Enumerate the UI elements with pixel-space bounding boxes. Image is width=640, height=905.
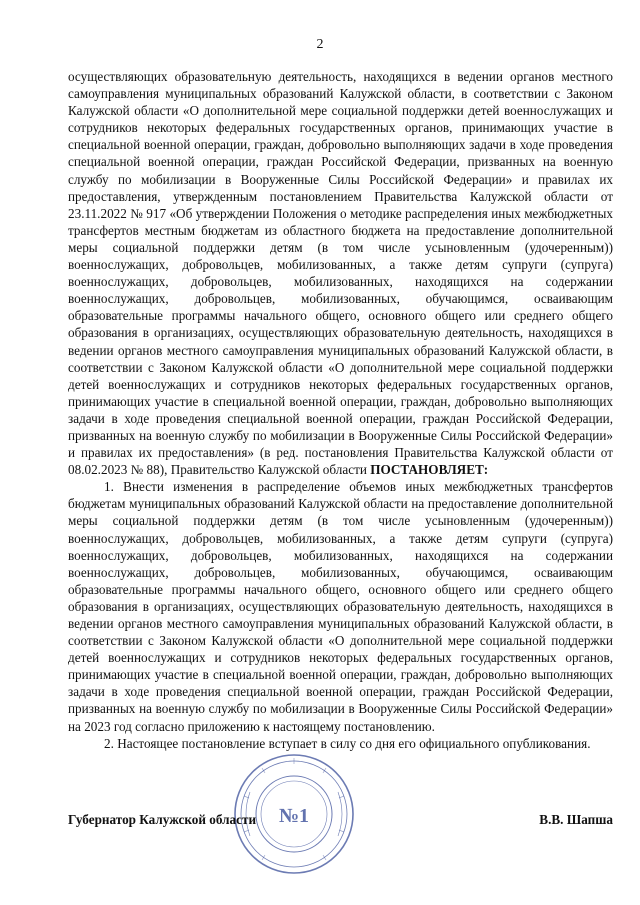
item-2-paragraph: 2. Настоящее постановление вступает в силу со дня его официального опубликования. bbox=[104, 735, 591, 751]
document-body bbox=[68, 68, 613, 752]
stamp-number: №1 bbox=[278, 805, 310, 827]
intro-text: осуществляющих образовательную деятельность, находящихся в ведении органов местного самоуправления муниципальных образований Калужской области, в соответствии с Законом Калужской области «О дополнительной мере социальной поддержки детей военнослужащих и сотрудников некоторых федеральных государственных органов, принимающих участие в специальной военной операции, граждан, добровольно выполняющих задачи в ходе проведения специальной военной операции, граждан Российской Федерации, призванных на военную службу по мобилизации в Вооруженные Силы Российской Федерации» и правилах их предоставления, утвержденным постановлением Правительства Калужской области от 23.11.2022 № 917 «Об утверждении Положения о методике распределения иных межбюджетных трансфертов местным бюджетам из областного бюджета на предоставление дополнительной меры социальной поддержки детям (в том числе усыновленным (удочеренным)) военнослужащих, добровольцев, мобилизованных, а также детям супруги (супруга) военнослужащих, добровольцев, мобилизованных, находящихся на содержании военнослужащих, добровольцев, мобилизованных, обучающимся, осваивающим образовательные программы начального общего, основного общего или среднего общего образования в организациях, осуществляющих образовательную деятельность, находящихся в ведении органов местного самоуправления муниципальных образований Калужской области, в соответствии с Законом Калужской области «О дополнительной мере социальной поддержки детей военнослужащих и сотрудников некоторых федеральных государственных органов, принимающих участие в специальной военной операции, граждан, добровольно выполняющих задачи в ходе проведения специальной военной операции, граждан Российской Федерации, призванных на военную службу по мобилизации в Вооруженные Силы Российской Федерации» и правилах их предоставления» (в ред. постановления Правительства Калужской области от 08.02.2023 № 88), Правительство Калужской области bbox=[68, 69, 613, 478]
intro-paragraph bbox=[68, 68, 613, 478]
item-1-paragraph: 1. Внести изменения в распределение объемов иных межбюджетных трансфертов бюджетам муниципальных образований Калужской области на предоставление дополнительной меры социальной поддержки детям (в том числе усыновленным (удочеренным)) военнослужащих, добровольцев, мобилизованных, а также детям супруги (супруга) военнослужащих, добровольцев, мобилизованных, находящихся на содержании военнослужащих, добровольцев, мобилизованных, обучающимся, осваивающим образовательные программы начального общего, основного общего или среднего общего образования в организациях, осуществляющих образовательную деятельность, находящихся в ведении органов местного самоуправления муниципальных образований Калужской области, в соответствии с Законом Калужской области «О дополнительной мере социальной поддержки детей военнослужащих и сотрудников некоторых федеральных государственных органов, принимающих участие в специальной военной операции, граждан, добровольно выполняющих задачи в ходе проведения специальной военной операции, граждан Российской Федерации, призванных на военную службу по мобилизации в Вооруженные Силы Российской Федерации» на 2023 год согласно приложению к настоящему постановлению. bbox=[68, 479, 613, 734]
signatory-name: В.В. Шапша bbox=[539, 812, 613, 827]
page-number: 2 bbox=[316, 37, 324, 52]
decree-word: ПОСТАНОВЛЯЕТ: bbox=[370, 462, 489, 478]
signatory-title: Губернатор Калужской области bbox=[68, 812, 257, 827]
